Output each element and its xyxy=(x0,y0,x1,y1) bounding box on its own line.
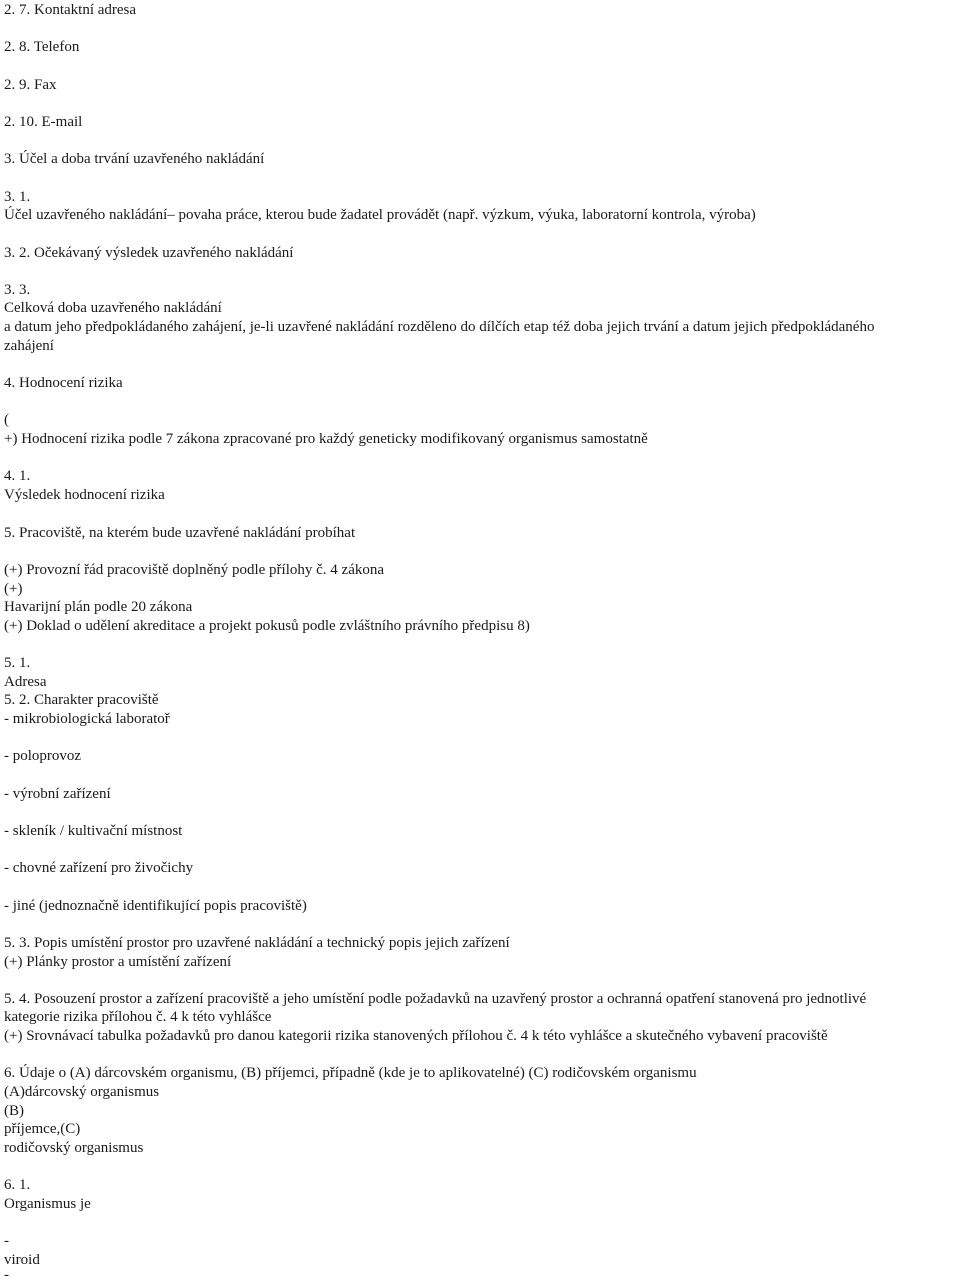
item-3-1-text: Účel uzavřeného nakládání– povaha práce, kterou bude žadatel provádět (např. výzkum, výuka, laboratorní kontrola, výroba) xyxy=(4,207,756,223)
list-dash-2: - xyxy=(4,1267,9,1283)
item-6-b-marker: (B) xyxy=(4,1103,24,1119)
item-6-1-text: Organismus je xyxy=(4,1196,91,1212)
item-3-3-text-line2: zahájení xyxy=(4,338,54,354)
list-item-pilot-plant: - poloprovoz xyxy=(4,748,82,764)
line-2-7-kontaktni-adresa: 2. 7. Kontaktní adresa xyxy=(4,2,137,18)
item-5-4-text-line1: 5. 4. Posouzení prostor a zařízení pracoviště a jeho umístění podle požadavků na uzavřený prostor a ochranná opatření stanovená pro jednotlivé xyxy=(4,991,867,1007)
item-3-3-number: 3. 3. xyxy=(4,282,31,298)
item-5-1-number: 5. 1. xyxy=(4,655,31,671)
item-3-1-number: 3. 1. xyxy=(4,189,31,205)
item-5-operating-rules: (+) Provozní řád pracoviště doplněný podle přílohy č. 4 zákona xyxy=(4,562,385,578)
section-5-heading: 5. Pracoviště, na kterém bude uzavřené nakládání probíhat xyxy=(4,525,356,541)
item-3-2-text: 3. 2. Očekávaný výsledek uzavřeného nakládání xyxy=(4,245,294,261)
item-4-1-number: 4. 1. xyxy=(4,468,31,484)
item-3-3-title: Celková doba uzavřeného nakládání xyxy=(4,300,222,316)
item-5-emergency-plan: Havarijní plán podle 20 zákona xyxy=(4,599,193,615)
item-6-parent: rodičovský organismus xyxy=(4,1140,144,1156)
item-5-4-comparison-table: (+) Srovnávací tabulka požadavků pro danou kategorii rizika stanovených přílohou č. 4 k této vyhlášce a skutečného vybavení pracoviště xyxy=(4,1028,828,1044)
item-5-plus-marker: (+) xyxy=(4,581,23,597)
item-5-4-text-line2: kategorie rizika přílohou č. 4 k této vyhlášce xyxy=(4,1009,272,1025)
line-2-8-telefon: 2. 8. Telefon xyxy=(4,39,80,55)
item-6-recipient: příjemce,(C) xyxy=(4,1121,81,1137)
item-4-paren: ( xyxy=(4,412,9,428)
item-4-1-text: Výsledek hodnocení rizika xyxy=(4,487,165,503)
list-item-viroid: viroid xyxy=(4,1252,40,1268)
item-4-risk-assessment: +) Hodnocení rizika podle 7 zákona zpracované pro každý geneticky modifikovaný organismus samostatně xyxy=(4,431,648,447)
item-5-2-heading: 5. 2. Charakter pracoviště xyxy=(4,692,159,708)
list-item-animal-facility: - chovné zařízení pro živočichy xyxy=(4,860,194,876)
list-item-greenhouse: - skleník / kultivační místnost xyxy=(4,823,183,839)
item-3-3-text-line1: a datum jeho předpokládaného zahájení, je-li uzavřené nakládání rozděleno do dílčích etap též doba jejich trvání a datum jejich předpokládaného xyxy=(4,319,875,335)
list-item-micro-lab: - mikrobiologická laboratoř xyxy=(4,711,170,727)
list-dash-1: - xyxy=(4,1233,9,1249)
line-2-9-fax: 2. 9. Fax xyxy=(4,77,57,93)
item-5-3-plans: (+) Plánky prostor a umístění zařízení xyxy=(4,954,232,970)
list-item-production: - výrobní zařízení xyxy=(4,786,111,802)
item-5-1-text: Adresa xyxy=(4,674,47,690)
section-4-heading: 4. Hodnocení rizika xyxy=(4,375,123,391)
item-6-1-number: 6. 1. xyxy=(4,1177,31,1193)
section-6-heading: 6. Údaje o (A) dárcovském organismu, (B) příjemci, případně (kde je to aplikovatelné) (C) rodičovském organismu xyxy=(4,1065,697,1081)
item-5-accreditation: (+) Doklad o udělení akreditace a projekt pokusů podle zvláštního právního předpisu 8) xyxy=(4,618,530,634)
section-3-heading: 3. Účel a doba trvání uzavřeného nakládání xyxy=(4,151,265,167)
line-2-10-email: 2. 10. E-mail xyxy=(4,114,83,130)
item-6-donor: (A)dárcovský organismus xyxy=(4,1084,160,1100)
item-5-3-heading: 5. 3. Popis umístění prostor pro uzavřené nakládání a technický popis jejich zařízení xyxy=(4,935,510,951)
list-item-other: - jiné (jednoznačně identifikující popis pracoviště) xyxy=(4,898,307,914)
